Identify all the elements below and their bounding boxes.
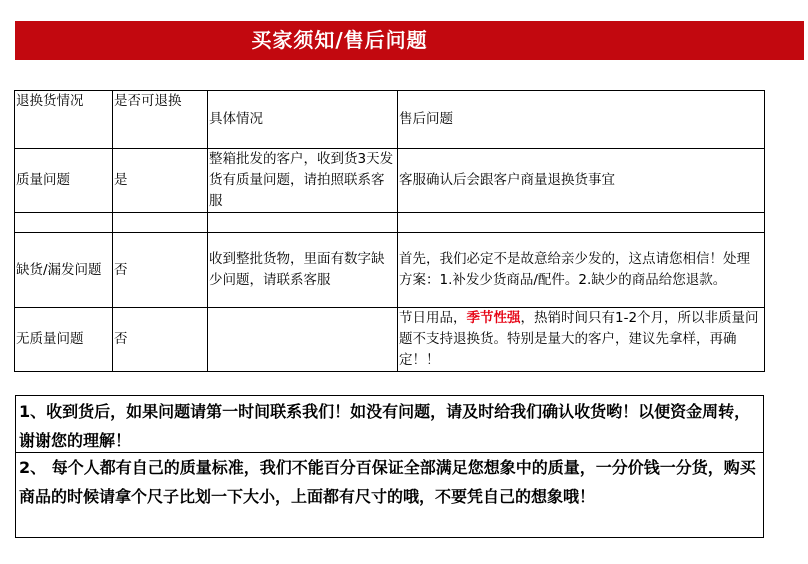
header-after-sales: 售后问题: [398, 91, 765, 149]
cell-detail: [208, 213, 398, 233]
after-sales-table: [14, 90, 765, 372]
page-title: 买家须知/售后问题: [251, 28, 428, 52]
cell-detail: 整箱批发的客户，收到货3天发货有质量问题，请拍照联系客服: [208, 149, 398, 213]
cell-returnable: 否: [113, 233, 208, 308]
cell-returnable: [113, 213, 208, 233]
cell-case: 缺货/漏发问题: [15, 233, 113, 308]
cell-detail: [208, 308, 398, 372]
header-banner: [15, 21, 804, 60]
cell-detail: 收到整批货物，里面有数字缺少问题，请联系客服: [208, 233, 398, 308]
notice-item-2: 2、 每个人都有自己的质量标准，我们不能百分百保证全部满足您想象中的质量，一分价钱一分货，购买商品的时候请拿个尺子比划一下大小，上面都有尺寸的哦，不要凭自己的想象哦！: [19, 458, 756, 506]
cell-case: 无质量问题: [15, 308, 113, 372]
table-row: [15, 213, 765, 233]
service-text-pre: 节日用品，: [399, 310, 467, 326]
table-header-row: [15, 91, 765, 149]
header-detail: 具体情况: [208, 91, 398, 149]
table-row: [15, 149, 765, 213]
notice-box: [15, 395, 764, 538]
cell-service: 首先，我们必定不是故意给亲少发的，这点请您相信！处理方案：1.补发少货商品/配件。2.缺少的商品给您退款。: [398, 233, 765, 308]
table-row: [15, 308, 765, 372]
header-return-case: 退换货情况: [15, 91, 113, 149]
service-text-post: ，热销时间只有1-2个月，所以非质量问题不支持退换货。特别是量大的客户，建议先拿样，再确定！！: [399, 310, 759, 368]
cell-case: [15, 213, 113, 233]
cell-service: [398, 308, 765, 372]
cell-service: [398, 213, 765, 233]
cell-case: 质量问题: [15, 149, 113, 213]
seasonal-highlight: 季节性强: [466, 310, 521, 326]
cell-service: 客服确认后会跟客户商量退换货事宜: [398, 149, 765, 213]
cell-returnable: 是: [113, 149, 208, 213]
header-returnable: 是否可退换: [113, 91, 208, 149]
table-row: [15, 233, 765, 308]
notice-item-1: 1、收到货后，如果问题请第一时间联系我们！如没有问题，请及时给我们确认收货哟！以便资金周转，谢谢您的理解！: [16, 396, 763, 453]
cell-returnable: 否: [113, 308, 208, 372]
